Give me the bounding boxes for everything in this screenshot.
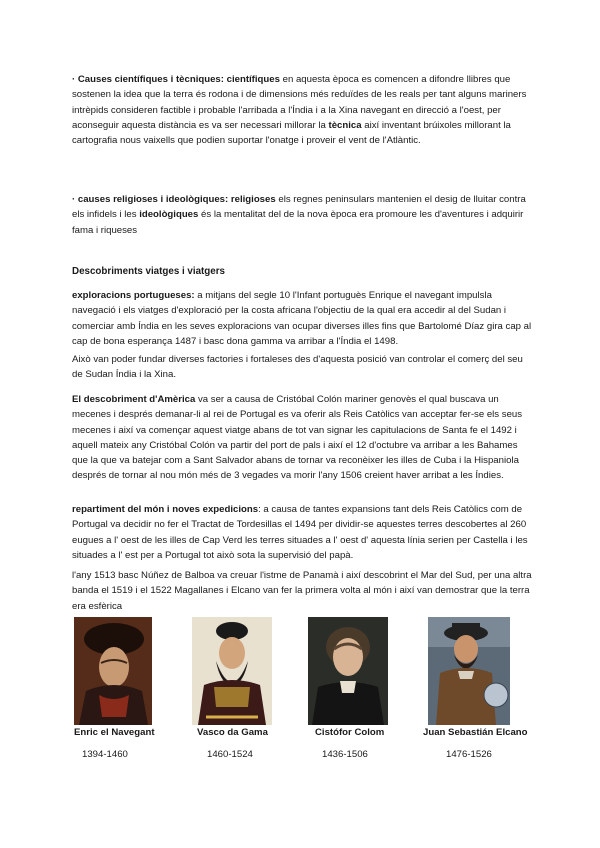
text-scientific-a: en aquesta època es comencen a difondre llibres que sostenen la idea que la terra és rodona i de dimensions més reduïdes de les reals per tant alguns mariners intrèpids consideren factible i probable l'arribada a l'Índia i a la Xina navegant en direcció a l'oest, per aconseguir aquesta distància es va ser necessari millorar la — [72, 74, 527, 131]
section-heading: Descobriments viatges i viatgers — [72, 266, 226, 277]
lead-scientific: · Causes científiques i tècniques: — [72, 74, 224, 85]
portrait-juan-sebastian-elcano — [428, 617, 510, 725]
caption-name-1: Enric el Navegant — [74, 727, 155, 738]
caption-name-3: Cistófor Colom — [315, 727, 385, 738]
paragraph-factories — [72, 352, 532, 383]
paragraph-circumnavigation — [72, 568, 532, 614]
keyword-scientific: científiques — [226, 74, 280, 85]
keyword-technical: tècnica — [328, 119, 362, 131]
text-religious-b: és la mentalitat del de la nova època era promoure les d'aventures i adquirir fama i riqueses — [72, 209, 524, 236]
caption-dates-4: 1476-1526 — [446, 749, 492, 760]
text-religious-a: els regnes peninsulars mantenien el desig de lluitar contra els infidels i les — [72, 194, 526, 221]
caption-dates-2: 1460-1524 — [207, 749, 253, 760]
caption-dates-1: 1394-1460 — [82, 749, 128, 760]
lead-religious: · causes religioses i ideològiques: — [72, 194, 229, 205]
section-religious-causes — [72, 192, 532, 238]
lead-america: El descobriment d'Amèrica — [72, 394, 196, 405]
portrait-cistofor-colom — [308, 617, 388, 725]
caption-name-2: Vasco da Gama — [197, 727, 268, 738]
text-factories: Això van poder fundar diverses factories i fortaleses des d'aquesta posició van controlar el comerç del seu de Sudan Índia i la Xina. — [72, 354, 523, 381]
text-division: : a causa de tantes expansions tant dels Reis Catòlics com de Portugal va decidir no fer el Tractat de Tordesillas el 1494 per dividir-se aquestes terres descobertes al 260 eugues a l' oest de les illes de Cap Verd les terres situades a l' oest d' aquesta línia serien per Castella i les situades a l' est per a Portugal tot això sota la supervisió del papà. — [72, 504, 528, 561]
paragraph-division — [72, 502, 532, 563]
text-circumnavigation: l'any 1513 basc Núñez de Balboa va creuar l'istme de Panamà i així descobrint el Mar del Sud, per una altra banda el 1519 i el 1522 Magallanes i Elcano van fer la primera volta al món i així van demostrar que la terra era esfèrica — [72, 570, 532, 612]
lead-division: repartiment del món i noves expedicions — [72, 504, 259, 515]
portrait-enric-el-navegant — [74, 617, 152, 725]
keyword-ideological: ideològiques — [139, 209, 199, 221]
text-portuguese: a mitjans del segle 10 l'Infant portuguès Enrique el navegant impulsla navegació i els viatges d'exploració per la costa africana l'objectiu de la qual era accedir al del Sudan i comerciar amb Índia en les seves exploracions van ocupar diverses illes fins que Bartolomé Díaz gira cap al cap de bona esperança 1487 i basc dona gamma va arribar a l'Índia el 1498. — [72, 290, 532, 347]
portrait-vasco-da-gama — [192, 617, 272, 725]
text-scientific-b: així inventant brúixoles millorant la cartografia nous vaixells que podien suportar l'onatge i proveir el vent de l'Atlàntic. — [72, 119, 511, 147]
keyword-religious: religioses — [230, 194, 276, 205]
lead-portuguese: exploracions portugueses: — [72, 290, 195, 301]
caption-name-4: Juan Sebastián Elcano — [423, 727, 528, 738]
text-america: va ser a causa de Cristóbal Colón mariner genovès el qual buscava un mecenes i després demanar-li al rei de Portugal es va oferir als Reis Catòlics van acceptar fer-se els seus mecenes i així va començar aquest viatge abans de tot van signar les capitulacions de Santa fe el 1492 i aquell mateix any Cristóbal Colón va partir del port de pals i així el 12 d'octubre va arribar a les Bahames que la que va batejar com a Sant Salvador abans de tornar va reconèixer les illes de Cuba i la Hispaniola després de tornar al nou món més de 3 vegades va morir l'any 1506 creient haver arribat a les Índies. — [72, 394, 523, 482]
section-scientific-causes — [72, 72, 532, 148]
paragraph-america — [72, 392, 532, 484]
paragraph-portuguese-explorations — [72, 288, 532, 349]
caption-dates-3: 1436-1506 — [322, 749, 368, 760]
